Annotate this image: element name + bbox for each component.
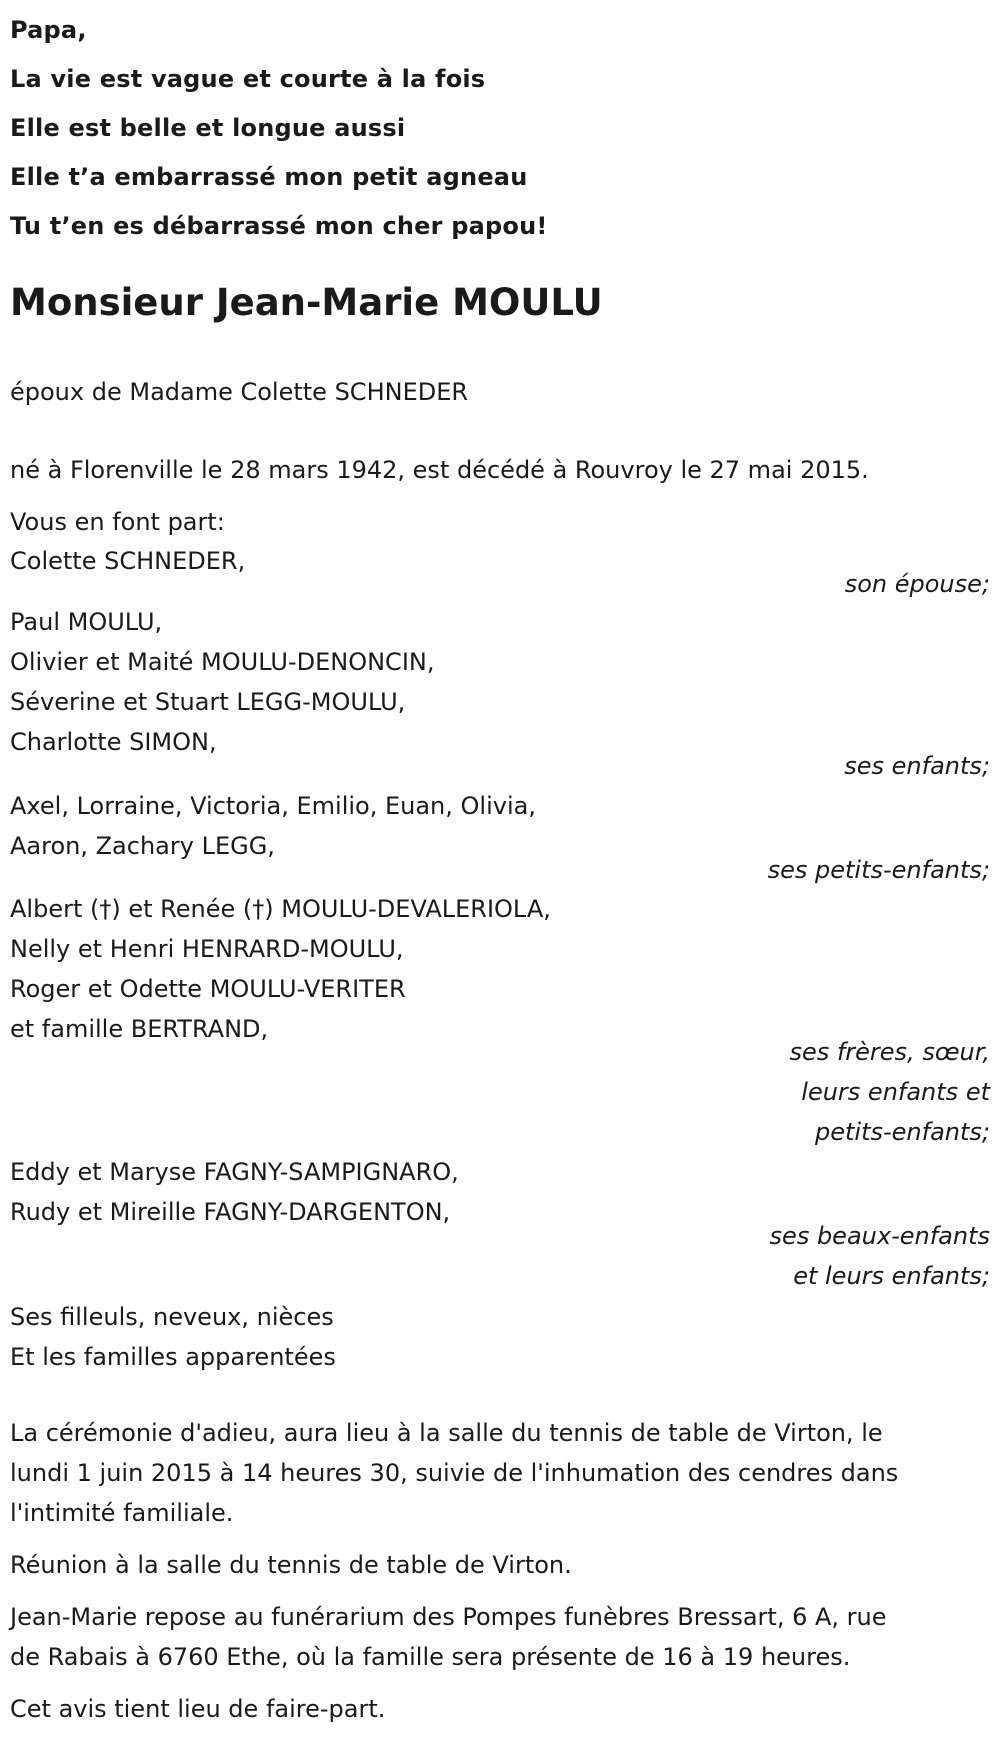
family-name-line: Charlotte SIMON, bbox=[10, 728, 217, 756]
deceased-name-title: Monsieur Jean-Marie MOULU bbox=[10, 281, 603, 324]
poem-line: Papa, bbox=[10, 16, 87, 44]
family-role: leurs enfants et bbox=[801, 1078, 990, 1106]
family-role: son épouse; bbox=[844, 570, 990, 598]
family-role: petits-enfants; bbox=[815, 1118, 990, 1146]
family-name-line: Eddy et Maryse FAGNY-SAMPIGNARO, bbox=[10, 1158, 459, 1186]
family-name-line: Roger et Odette MOULU-VERITER bbox=[10, 975, 406, 1003]
family-name-line: Olivier et Maité MOULU-DENONCIN, bbox=[10, 648, 435, 676]
poem bbox=[10, 6, 990, 251]
poem-line: Elle t’a embarrassé mon petit agneau bbox=[10, 163, 528, 191]
poem-line: Elle est belle et longue aussi bbox=[10, 114, 406, 142]
family-name-line: Nelly et Henri HENRARD-MOULU, bbox=[10, 935, 404, 963]
funerarium-line: Jean-Marie repose au funérarium des Pompes funèbres Bressart, 6 A, rue bbox=[10, 1603, 887, 1631]
poem-line: La vie est vague et courte à la fois bbox=[10, 65, 486, 93]
funerarium-line: de Rabais à 6760 Ethe, où la famille sera présente de 16 à 19 heures. bbox=[10, 1643, 851, 1671]
family-role: ses petits-enfants; bbox=[767, 856, 990, 884]
family-role: ses frères, sœur, bbox=[789, 1038, 990, 1066]
family-name-line: Albert (†) et Renée (†) MOULU-DEVALERIOLA, bbox=[10, 895, 551, 923]
family-role: ses beaux-enfants bbox=[769, 1222, 990, 1250]
ceremony-line: lundi 1 juin 2015 à 14 heures 30, suivie de l'inhumation des cendres dans bbox=[10, 1459, 899, 1487]
family-name-line: et famille BERTRAND, bbox=[10, 1015, 269, 1043]
family-name-line: Rudy et Mireille FAGNY-DARGENTON, bbox=[10, 1198, 451, 1226]
family-role: et leurs enfants; bbox=[793, 1262, 990, 1290]
intro-line: Vous en font part: bbox=[10, 508, 225, 536]
extended-family-line: Ses filleuls, neveux, nièces bbox=[10, 1303, 334, 1331]
spouse-line: époux de Madame Colette SCHNEDER bbox=[10, 378, 469, 406]
family-name-line: Axel, Lorraine, Victoria, Emilio, Euan, Olivia, bbox=[10, 792, 536, 820]
family-name-line: Paul MOULU, bbox=[10, 608, 163, 636]
poem-line: Tu t’en es débarrassé mon cher papou! bbox=[10, 212, 548, 240]
extended-family-line: Et les familles apparentées bbox=[10, 1343, 336, 1371]
reunion-line: Réunion à la salle du tennis de table de Virton. bbox=[10, 1551, 572, 1579]
family-role: ses enfants; bbox=[844, 752, 990, 780]
birth-death-line: né à Florenville le 28 mars 1942, est décédé à Rouvroy le 27 mai 2015. bbox=[10, 456, 869, 484]
ceremony-line: La cérémonie d'adieu, aura lieu à la salle du tennis de table de Virton, le bbox=[10, 1419, 883, 1447]
family-name-line: Aaron, Zachary LEGG, bbox=[10, 832, 275, 860]
family-name-line: Colette SCHNEDER, bbox=[10, 547, 246, 575]
family-name-line: Séverine et Stuart LEGG-MOULU, bbox=[10, 688, 406, 716]
ceremony-line: l'intimité familiale. bbox=[10, 1499, 234, 1527]
closing-line: Cet avis tient lieu de faire-part. bbox=[10, 1695, 386, 1723]
